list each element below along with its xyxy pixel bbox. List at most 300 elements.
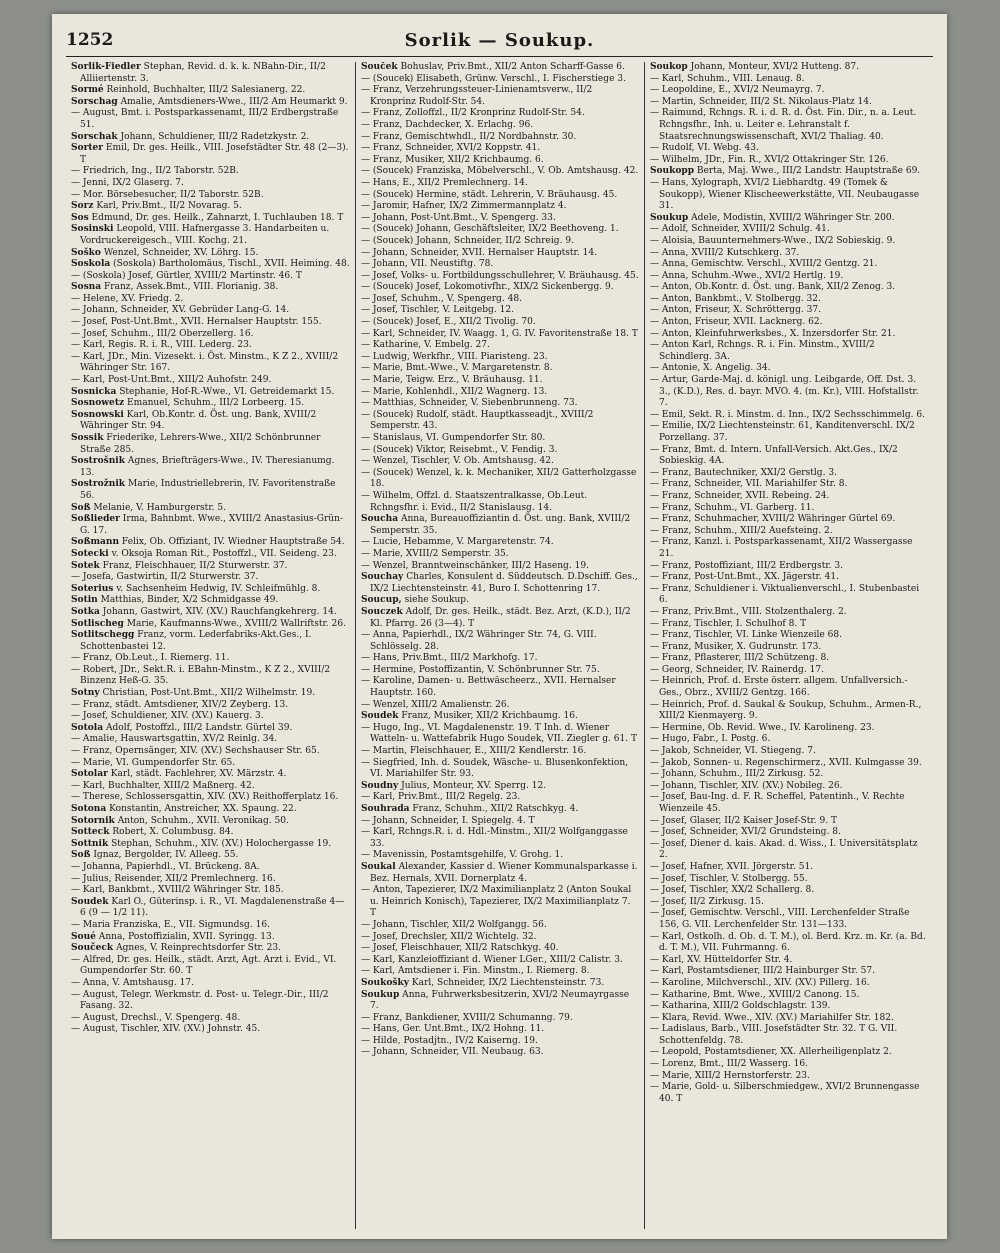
directory-entry (361, 363, 639, 375)
entry-details: — Josef, II/2 Zirkusg. 15. (649, 896, 764, 907)
directory-entry (650, 897, 928, 909)
directory-entry (71, 723, 350, 735)
entry-details: — Mavenissin, Postamtsgehilfe, V. Grohg. 1. (360, 850, 564, 861)
entry-details: Julius, Monteur, XV. Sperrg. 12. (398, 780, 547, 791)
entry-details: — Hermine, Postoffizantin, V. Schönbrunner Str. 75. (360, 664, 600, 675)
entry-surname: Soudny (360, 780, 399, 791)
entry-surname: Sotin (71, 595, 98, 606)
entry-details: — Franz, Schneider, XVI/2 Koppstr. 41. (360, 143, 541, 154)
entry-details: — Franz, städt. Amtsdiener, XIV/2 Zeyberg. 13. (71, 699, 289, 710)
directory-entry (650, 213, 928, 225)
directory-entry (650, 665, 928, 677)
entry-details: — Josef, Volks- u. Fortbildungsschullehrer, V. Bräuhausg. 45. (360, 270, 639, 281)
entry-details: — Alfred, Dr. ges. Heilk., städt. Arzt, Agt. Arzt i. Evid., VI. Gumpendorfer Str. 60. T (71, 954, 337, 977)
entry-details: Anton, Schuhm., XVII. Veronikag. 50. (114, 815, 289, 826)
directory-entry (71, 503, 350, 515)
directory-entry (71, 387, 350, 399)
entry-details: — Aloisia, Bauunternehmers-Wwe., IX/2 Sobieskig. 9. (649, 235, 896, 246)
directory-entry (650, 537, 928, 560)
entry-details: — Franz, Post-Unt.Bmt., XX. Jägerstr. 41. (649, 572, 840, 583)
entry-surname: Souczek (360, 606, 403, 617)
entry-details: — Karoline, Milchverschl., XIV. (XV.) Pillerg. 16. (649, 977, 870, 988)
entry-details: Bohuslav, Priv.Bmt., XII/2 Anton Scharff-Gasse 6. (397, 62, 625, 72)
directory-page (52, 14, 947, 1239)
entry-details: — Julius, Reisender, XII/2 Premlechnerg. 16. (71, 873, 276, 884)
entry-surname: Soucup, (360, 595, 402, 606)
directory-entry (650, 155, 928, 167)
directory-entry (71, 190, 350, 202)
entry-surname: Sotola (71, 722, 104, 733)
entry-details: — Karl, Amtsdiener i. Fin. Minstm., I. Riemerg. 8. (360, 966, 590, 977)
entry-details: — Josef, Tischler, V. Leitgebg. 12. (360, 305, 514, 316)
directory-entry (650, 978, 928, 990)
entry-details: — Karoline, Damen- u. Bettwäscheerz., XVII. Hernalser Hauptstr. 160. (360, 676, 616, 699)
directory-entry (361, 955, 639, 967)
directory-entry (71, 201, 350, 213)
directory-entry (361, 723, 639, 746)
entry-details: — August, Drechsl., V. Spengerg. 48. (71, 1012, 241, 1023)
entry-surname: Sotlitschegg (71, 630, 135, 641)
directory-entry (71, 688, 350, 700)
entry-details: — Martin, Schneider, III/2 St. Nikolaus-Platz 14. (649, 96, 872, 107)
directory-entry (650, 329, 928, 341)
entry-surname: Soukopp (649, 166, 695, 177)
entry-details: Marie, Industriellebrerin, IV. Favoritenstraße 56. (80, 479, 336, 501)
entry-surname: Sosna (71, 282, 102, 293)
entry-details: — August, Tischler, XIV. (XV.) Johnstr. 45. (71, 1024, 261, 1035)
directory-entry (361, 190, 639, 202)
directory-entry (71, 259, 350, 271)
column-1 (66, 62, 355, 1229)
entry-surname: Sosnowetz (71, 398, 125, 409)
entry-details: Friederike, Lehrers-Wwe., XII/2 Schönbrunner Straße 285. (80, 433, 321, 455)
directory-entry (361, 236, 639, 248)
entry-surname: Součeck (71, 943, 114, 954)
entry-details: — Karl, JDr., Min. Vizesekt. i. Öst. Minstm., K Z 2., XVIII/2 Währinger Str. 167. (71, 351, 339, 374)
entry-details: — Heinrich, Prof. d. Saukal & Soukup, Schuhm., Armen-R., XIII/2 Kienmayerg. 9. (649, 699, 922, 722)
entry-surname: Sormé (71, 85, 104, 96)
entry-details: — Anton, Kleinfuhrwerksbes., X. Inzersdorfer Str. 21. (649, 328, 896, 339)
directory-entry (361, 248, 639, 260)
entry-details: Adolf, Dr. ges. Heilk., städt. Bez. Arzt, (K.D.), II/2 Kl. Pfarrg. 26 (3—4). T (369, 606, 631, 629)
directory-entry (361, 1013, 639, 1025)
directory-entry (71, 897, 350, 920)
entry-details: — Jaromir, Hafner, IX/2 Zimmermannplatz 4. (360, 201, 567, 212)
entry-details: — Johann, Post-Unt.Bmt., V. Spengerg. 33. (360, 212, 556, 223)
entry-surname: Soucha (360, 514, 399, 525)
entry-details: — Lorenz, Bmt., III/2 Wasserg. 16. (649, 1059, 809, 1070)
directory-entry (71, 317, 350, 329)
entry-details: Stephanie, Hof-R.-Wwe., VI. Getreidemarkt 15. (116, 386, 335, 397)
directory-entry (361, 178, 639, 190)
directory-entry (650, 700, 928, 723)
entry-surname: Sos (71, 212, 89, 223)
entry-details: — Johann, VII. Neustiftg. 78. (360, 259, 494, 270)
entry-details: — (Soucek) Elisabeth, Grünw. Verschl., I. Fischerstiege 3. (360, 73, 626, 84)
entry-surname: Souchay (360, 572, 404, 583)
entry-details: — Franz, Bmt. d. Intern. Unfall-Versich. Akt.Ges., IX/2 Sobieskig. 4A. (649, 444, 898, 467)
entry-details: — Hilde, Postadjtn., IV/2 Kaiserng. 19. (360, 1035, 538, 1046)
entry-details: — (Soucek) Josef, E., XII/2 Tivolig. 70. (360, 317, 536, 328)
directory-entry (650, 816, 928, 828)
entry-details: Charles, Konsulent d. Süddeutsch. D.Dschiff. Ges., IX/2 Liechtensteinstr. 41, Buro I. Schottenring 17. (369, 572, 638, 594)
directory-entry (361, 352, 639, 364)
entry-details: — (Soskola) Josef, Gürtler, XVIII/2 Martinstr. 46. T (71, 270, 302, 281)
entry-details: — Franz, Bankdiener, XVIII/2 Schumanng. 79. (360, 1012, 573, 1023)
entry-details: — Johanna, Papierhdl., VI. Brückeng. 8A. (71, 861, 260, 872)
entry-details: — Maria Franziska, E., VII. Sigmundsg. 16. (71, 919, 270, 930)
entry-details: — Josef, Hafner, XVII. Jörgerstr. 51. (649, 861, 814, 872)
directory-entry (71, 514, 350, 537)
directory-entry (650, 62, 928, 74)
directory-entry (361, 340, 639, 352)
directory-entry (650, 862, 928, 874)
directory-entry (361, 1047, 639, 1059)
directory-entry (650, 363, 928, 375)
directory-entry (361, 514, 639, 537)
entry-details: — Katharine, Bmt. Wwe., XVIII/2 Canong. 15. (649, 989, 860, 1000)
directory-entry (650, 607, 928, 619)
directory-entry (650, 781, 928, 793)
entry-details: Johann, Monteur, XVI/2 Hutteng. 87. (687, 62, 860, 72)
directory-entry (71, 85, 350, 97)
directory-entry (71, 1013, 350, 1025)
directory-entry (71, 132, 350, 144)
directory-entry (361, 630, 639, 653)
entry-details: — Marie, Teigw. Erz., V. Bräuhausg. 11. (360, 375, 543, 386)
entry-details: — Hans, Xylograph, XVI/2 Liebhardtg. 49 (Tomek & Soukopp), Wiener Klischeewerkstätte, VII. Neubaugasse 31. (649, 177, 920, 212)
directory-entry (361, 317, 639, 329)
entry-surname: Soterius (71, 583, 114, 594)
entry-details: — Wilhelm, JDr., Fin. R., XVI/2 Ottakringer Str. 126. (649, 154, 889, 165)
directory-entry (361, 966, 639, 978)
entry-details: Robert, X. Columbusg. 84. (109, 827, 234, 838)
directory-entry (650, 108, 928, 143)
directory-entry (71, 827, 350, 839)
directory-entry (650, 282, 928, 294)
entry-surname: Sossik (71, 433, 104, 443)
directory-entry (650, 74, 928, 86)
directory-entry (650, 827, 928, 839)
directory-entry (650, 653, 928, 665)
directory-entry (71, 537, 350, 549)
directory-entry (650, 584, 928, 607)
entry-details: — Marie, Gold- u. Silberschmiedgew., XVI/2 Brunnengasse 40. T (649, 1082, 920, 1104)
directory-entry (71, 758, 350, 770)
entry-surname: Soué (71, 931, 96, 942)
directory-entry (361, 387, 639, 399)
entry-details: — Franz, Ob.Leut., I. Riemerg. 11. (71, 653, 230, 664)
entry-details: — (Soucek) Johann, Geschäftsleiter, IX/2 Beethoveng. 1. (360, 224, 619, 235)
directory-entry (650, 908, 928, 931)
directory-entry (650, 526, 928, 538)
directory-entry (650, 305, 928, 317)
entry-surname: Souhrada (360, 804, 410, 814)
entry-details: v. Sachsenheim Hedwig, IV. Schleifmühlg. 8. (113, 583, 321, 594)
directory-entry (361, 294, 639, 306)
entry-details: — Franz, Schuhm., VI. Garberg. 11. (649, 502, 815, 513)
directory-entry (71, 62, 350, 85)
directory-entry (650, 259, 928, 271)
entry-surname: Sorter (71, 143, 104, 154)
directory-entry (71, 920, 350, 932)
directory-entry (361, 108, 639, 120)
entry-surname: Sotteck (71, 827, 110, 838)
entry-details: Stephan, Schuhm., XIV. (XV.) Holochergasse 19. (108, 838, 332, 849)
directory-entry (71, 653, 350, 665)
entry-details: — Anna, XVIII/2 Kutschkerg. 37. (649, 247, 800, 258)
entry-details: Edmund, Dr. ges. Heilk., Zahnarzt, I. Tuchlauben 18. T (88, 212, 344, 223)
entry-details: — (Soucek) Johann, Schneider, II/2 Schreig. 9. (360, 235, 574, 246)
entry-details: Emil, Dr. ges. Heilk., VIII. Josefstädter Str. 48 (2—3). T (80, 143, 349, 165)
entry-details: — Anton, Tapezierer, IX/2 Maximilianplatz 2 (Anton Soukal u. Heinrich Konisch), Tapezierer, IX/2 Maximilianplatz 7. T (360, 885, 632, 919)
directory-entry (650, 885, 928, 897)
entry-details: Melanie, V. Hamburgerstr. 5. (90, 502, 227, 513)
directory-entry (361, 781, 639, 793)
directory-entry (71, 97, 350, 109)
entry-details: — Johann, Tischler, XIV. (XV.) Nobileg. 26. (649, 780, 843, 791)
directory-entry (650, 1059, 928, 1071)
entry-details: Agnes, V. Reinprechtsdorfer Str. 23. (113, 943, 281, 954)
directory-entry (361, 155, 639, 167)
entry-details: — Georg, Schneider, IV. Rainerdg. 17. (649, 664, 824, 675)
entry-details: Agnes, Briefträgers-Wwe., IV. Theresianumg. 13. (80, 456, 335, 478)
entry-details: — Antonie, X. Angelig. 34. (649, 363, 771, 374)
directory-entry (361, 85, 639, 108)
directory-entry (650, 143, 928, 155)
entry-details: — Franz, Priv.Bmt., VIII. Stolzenthalerg. 2. (649, 606, 847, 617)
directory-entry (71, 549, 350, 561)
entry-surname: Sosnicka (71, 386, 117, 397)
entry-details: — Marie, Kohlenhdl., XII/2 Wagnerg. 13. (360, 386, 548, 397)
entry-details: — Karl, Schuhm., VIII. Lenaug. 8. (649, 73, 805, 84)
entry-surname: Soßlieder (71, 514, 120, 525)
entry-details: — Franz, Schneider, XVII. Rebeing. 24. (649, 490, 830, 501)
entry-details: — (Soucek) Wenzel, k. k. Mechaniker, XII/2 Gatterholzgasse 18. (360, 467, 637, 490)
directory-entry (650, 178, 928, 213)
directory-entry (650, 271, 928, 283)
directory-entry (71, 711, 350, 723)
entry-details: Alexander, Kassier d. Wiener Kommunalsparkasse i. Bez. Hernals, XVII. Dornerplatz 4. (369, 861, 638, 884)
entry-details: — Katharine, V. Embelg. 27. (360, 340, 490, 351)
directory-entry (650, 723, 928, 735)
directory-entry (650, 85, 928, 97)
entry-details: — Friedrich, Ing., II/2 Taborstr. 52B. (71, 166, 239, 177)
entry-details: — Josef, Schuldiener, XIV. (XV.) Kauerg. 3. (71, 711, 264, 722)
entry-details: — Karl, Priv.Bmt., III/2 Regelg. 23. (360, 792, 521, 803)
entry-details: — Karl, Bankbmt., XVIII/2 Währinger Str. 185. (71, 885, 284, 896)
entry-details: — Anton, Ob.Kontr. d. Öst. ung. Bank, XII/2 Zenog. 3. (649, 282, 896, 293)
directory-entry (650, 676, 928, 699)
entry-details: — Marie, Bmt.-Wwe., V. Margaretenstr. 8. (360, 363, 553, 374)
entry-surname: Soudek (71, 896, 109, 907)
entry-details: — Martin, Fleischhauer, E., XIII/2 Kendlerstr. 16. (360, 746, 587, 757)
entry-details: — Wenzel, XIII/2 Amalienstr. 26. (360, 699, 510, 710)
directory-entry (361, 850, 639, 862)
directory-entry (71, 665, 350, 688)
directory-entry (71, 885, 350, 897)
entry-surname: Sotny (71, 688, 100, 699)
entry-details: — Franz, Gemischtwhdl., II/2 Nordbahnstr. 30. (360, 131, 577, 142)
directory-entry (361, 410, 639, 433)
directory-entry (361, 653, 639, 665)
entry-details: — Emil, Sekt. R. i. Minstm. d. Inn., IX/2 Sechsschimmelg. 6. (649, 409, 925, 420)
entry-details: — Siegfried, Inh. d. Soudek, Wäsche- u. Blusenkonfektion, VI. Mariahilfer Str. 93. (360, 757, 629, 780)
entry-surname: Sosinski (71, 224, 114, 235)
directory-entry (71, 978, 350, 990)
directory-entry (361, 375, 639, 387)
entry-details: Marie, Kaufmanns-Wwe., XVIII/2 Wallriftstr. 26. (123, 618, 346, 629)
directory-entry (71, 874, 350, 886)
entry-details: Johann, Schuldiener, III/2 Radetzkystr. 2. (117, 131, 310, 142)
entry-details: — Jenni, IX/2 Glaserg. 7. (71, 177, 184, 188)
entry-details: Reinhold, Buchhalter, III/2 Salesianerg. 22. (103, 85, 306, 96)
entry-details: Leopold, VIII. Hafnergasse 3. Handarbeiten u. Vordruckereigesch., VIII. Kochg. 21. (80, 224, 330, 246)
entry-details: — Karl, Postamtsdiener, III/2 Hainburger Str. 57. (649, 966, 875, 977)
directory-entry (650, 1001, 928, 1013)
entry-details: Adele, Modistin, XVIII/2 Währinger Str. 200. (688, 212, 895, 223)
entry-details: — Karl, XV. Hütteldorfer Str. 4. (649, 954, 793, 965)
directory-entry (71, 746, 350, 758)
directory-entry (71, 943, 350, 955)
directory-entry (361, 816, 639, 828)
directory-entry (361, 792, 639, 804)
directory-entry (71, 248, 350, 260)
entry-surname: Souček (360, 62, 398, 72)
entry-details: Stephan, Revid. d. k. k. NBahn-Dir., II/2 Alliiertenstr. 3. (80, 62, 326, 84)
entry-details: — Helene, XV. Friedg. 2. (71, 293, 184, 304)
entry-surname: Sotek (71, 560, 100, 571)
entry-details: — Lucie, Hebamme, V. Margaretenstr. 74. (360, 537, 554, 548)
entry-details: Anna, Fuhrwerksbesitzerin, XVI/2 Neumayrgasse 7. (369, 989, 630, 1012)
directory-entry (71, 352, 350, 375)
entry-details: — Klara, Revid. Wwe., XIV. (XV.) Mariahilfer Str. 182. (649, 1012, 894, 1023)
entry-details: — Josefa, Gastwirtin, II/2 Sturwerstr. 37. (71, 572, 259, 583)
entry-details: — Johann, Schuhm., III/2 Zirkusg. 52. (649, 769, 824, 780)
entry-details: (Soskola) Bartholomäus, Tischl., XVII. Heiming. 48. (110, 259, 350, 270)
entry-surname: Soßmann (71, 537, 120, 548)
entry-details: — Ludwig, Werkfhr., VIII. Piaristeng. 23. (360, 351, 548, 362)
directory-entry (71, 572, 350, 584)
entry-surname: Soskola (71, 259, 111, 270)
entry-details: Franz, Assek.Bmt., VIII. Florianig. 38. (101, 282, 279, 293)
directory-entry (71, 990, 350, 1013)
entry-details: — Hermine, Ob. Revid. Wwe., IV. Karolineng. 23. (649, 722, 875, 733)
entry-details: Matthias, Binder, X/2 Schmidgasse 49. (97, 595, 279, 606)
entry-details: — Josef, Fleischhauer, XII/2 Ratschkyg. 40. (360, 943, 559, 954)
directory-entry (650, 619, 928, 631)
entry-details: Franz, Musiker, XII/2 Krichbaumg. 16. (398, 711, 578, 722)
entry-details: — Franz, Schuhmacher, XVIII/2 Währinger Gürtel 69. (649, 514, 896, 525)
entry-details: — Josef, Schuhm., III/2 Oberzellerg. 16. (71, 328, 254, 339)
directory-entry (361, 224, 639, 236)
directory-entry (650, 421, 928, 444)
directory-entry (650, 248, 928, 260)
entry-details: — Franz, Pflasterer, III/2 Schützeng. 8. (649, 653, 830, 664)
entry-details: Emanuel, Schuhm., III/2 Lorbeerg. 15. (124, 398, 305, 409)
entry-details: — Anton, Friseur, X. Schröttergg. 37. (649, 305, 822, 316)
entry-details: — Anna, Papierhdl., IX/2 Währinger Str. 74, G. VIII. Schlösselg. 28. (360, 630, 597, 652)
entry-details: Anna, Postoffizialin, XVII. Syringg. 13. (95, 931, 275, 942)
directory-entry (71, 479, 350, 502)
entry-surname: Sorschag (71, 96, 118, 107)
directory-entry (71, 166, 350, 178)
directory-entry (650, 932, 928, 955)
directory-entry (361, 920, 639, 932)
entry-details: — (Soucek) Josef, Lokomotivfhr., XIX/2 Sickenbergg. 9. (360, 282, 614, 293)
entry-details: — Leopoldine, E., XVI/2 Neumayrg. 7. (649, 85, 825, 96)
column-3 (644, 62, 933, 1229)
entry-surname: Sostrošnik (71, 456, 126, 467)
directory-entry (361, 213, 639, 225)
directory-entry (361, 746, 639, 758)
directory-entry (650, 1071, 928, 1083)
directory-entry (71, 271, 350, 283)
entry-details: — Josef, Schneider, XVI/2 Grundsteing. 8. (649, 827, 841, 838)
directory-entry (650, 375, 928, 410)
directory-entry (71, 955, 350, 978)
directory-entry (361, 561, 639, 573)
entry-surname: Sotona (71, 804, 107, 814)
entry-details: — Johann, Schneider, I. Spiegelg. 4. T (360, 815, 535, 826)
directory-entry (71, 932, 350, 944)
entry-details: Karl, städt. Fachlehrer, XV. Märzstr. 4. (107, 769, 287, 780)
entry-details: — Artur, Garde-Maj. d. königl. ung. Leibgarde, Off. Dst. 3. 3., (K.D.), Res. d. bayr. MVO. 4. (m. Kr.), VIII. Hofstallstr. 7. (649, 375, 919, 409)
directory-entry (71, 224, 350, 247)
entry-details: Berta, Maj. Wwe., III/2 Landstr. Hauptstraße 69. (694, 166, 921, 177)
directory-entry (71, 584, 350, 596)
entry-details: — Johann, Schneider, VII. Neubaug. 63. (360, 1047, 544, 1058)
entry-details: — Adolf, Schneider, XVIII/2 Schulg. 41. (649, 224, 830, 235)
directory-entry (361, 932, 639, 944)
entry-details: Anna, Bureauoffiziantin d. Öst. ung. Bank, XVIII/2 Semperstr. 35. (369, 514, 631, 536)
directory-entry (650, 572, 928, 584)
directory-entry (71, 839, 350, 851)
entry-details: — Anton, Friseur, XVII. Lacknerg. 62. (649, 317, 823, 328)
directory-entry (71, 630, 350, 653)
directory-entry (650, 1013, 928, 1025)
directory-entry (650, 236, 928, 248)
directory-entry (650, 561, 928, 573)
entry-details: — Franz, Tischler, I. Schulhof 8. T (649, 618, 807, 629)
running-title: Sorlik — Soukup. (404, 30, 595, 51)
entry-surname: Sottnik (71, 838, 109, 849)
directory-entry (71, 734, 350, 746)
entry-surname: Sorz (71, 201, 94, 212)
directory-entry (361, 700, 639, 712)
entry-details: — Josef, Bau-Ing. d. F. R. Scheffel, Patentinh., V. Rechte Wienzeile 45. (649, 792, 905, 814)
directory-entry (361, 595, 639, 607)
entry-details: — Karl, Schneider, IV. Waagg. 1, G. IV. Favoritenstraße 18. T (360, 328, 638, 339)
entry-details: Konstantin, Anstreicher, XX. Spaung. 22. (106, 804, 297, 814)
entry-surname: Sotornik (71, 815, 115, 826)
entry-details: v. Oksoja Roman Rit., Postoffzl., VII. Seideng. 23. (108, 548, 337, 559)
entry-details: — Johann, Tischler, XII/2 Wolfgangg. 56. (360, 919, 547, 930)
entry-details: Karl, Schneider, IX/2 Liechtensteinstr. 73. (409, 977, 605, 988)
directory-entry (650, 1024, 928, 1047)
entry-surname: Soukošky (360, 977, 410, 988)
entry-details: — Jakob, Schneider, VI. Stiegeng. 7. (649, 746, 816, 757)
directory-entry (361, 74, 639, 86)
entry-surname: Soukal (360, 861, 396, 872)
directory-entry (361, 943, 639, 955)
entry-details: — Anna, Schuhm.-Wwe., XVI/2 Hertlg. 19. (649, 270, 844, 281)
directory-entry (361, 259, 639, 271)
entry-surname: Soß (71, 850, 91, 861)
directory-entry (71, 619, 350, 631)
entry-details: — Mor. Börsebesucher, II/2 Taborstr. 52B. (71, 189, 264, 200)
directory-entry (650, 955, 928, 967)
